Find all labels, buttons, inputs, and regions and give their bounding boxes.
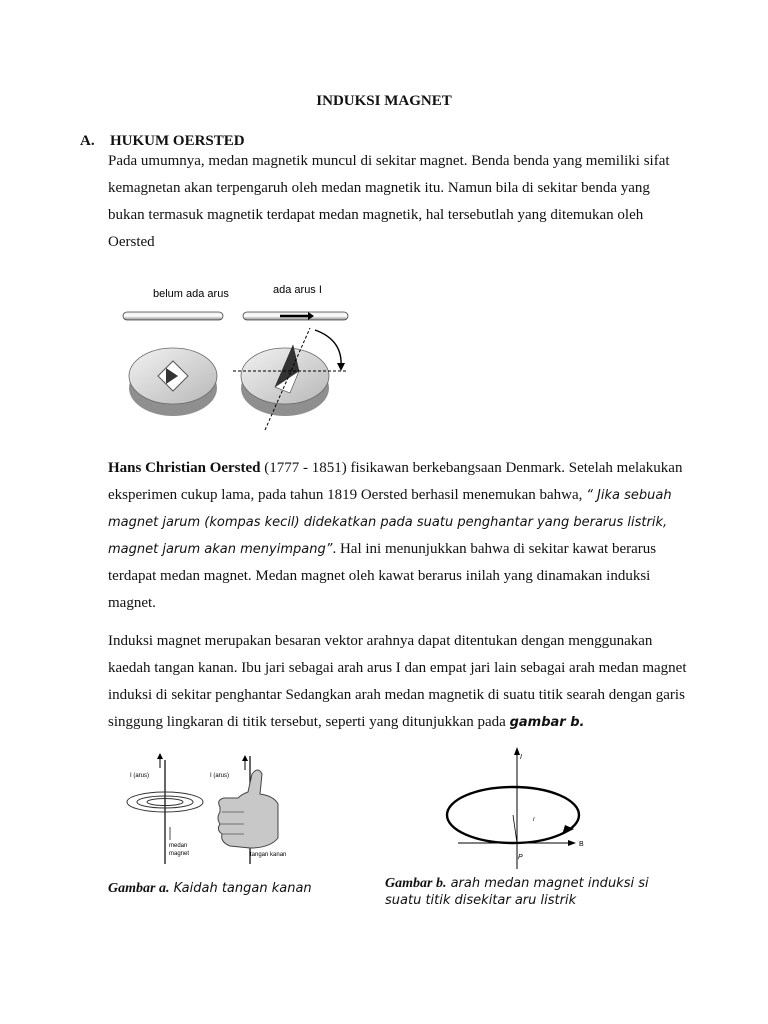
caption-b-label: Gambar b.	[385, 876, 447, 891]
page-title: INDUKSI MAGNET	[316, 93, 452, 109]
label-with-current: ada arus I	[273, 284, 322, 296]
section-title: HUKUM OERSTED	[110, 133, 245, 149]
paragraph-intro	[108, 148, 688, 256]
label-b: B	[579, 841, 584, 848]
gambar-b-reference: gambar b.	[509, 715, 585, 730]
caption-a-text: Kaidah tangan kanan	[169, 881, 312, 896]
oersted-quote: “ Jika sebuah magnet jarum (kompas kecil) didekatkan pada suatu penghantar yang berarus listrik, magnet jarum akan menyimpang”	[108, 488, 672, 557]
label-medan: medan	[169, 843, 188, 849]
paragraph-right-hand-rule	[108, 628, 688, 736]
wire-no-current	[123, 312, 223, 320]
section-number: A.	[80, 133, 95, 149]
label-r: r	[533, 817, 535, 823]
label-magnet: magnet	[169, 851, 190, 857]
figure-a-right-hand-rule	[120, 752, 310, 867]
caption-figure-b	[385, 875, 685, 909]
caption-b-text: arah medan magnet induksi si suatu titik disekitar aru listrik	[385, 876, 649, 908]
oersted-experiment-figure	[115, 275, 360, 435]
paragraph-intro-text: Pada umumnya, medan magnetik muncul di sekitar magnet. Benda benda yang memiliki sifat kemagnetan akan terpengaruh oleh medan magnetik itu. Namun bila di sekitar benda yang bukan termasuk magnetik terdapat medan magnetik, hal tersebutlah yang ditemukan oleh Oersted	[108, 153, 670, 250]
label-tangan-kanan: tangan kanan	[250, 852, 287, 858]
right-hand-rule-text: Induksi magnet merupakan besaran vektor arahnya dapat ditentukan dengan menggunakan kaedah tangan kanan. Ibu jari sebagai arah arus I dan empat jari lain sebagai arah medan magnet induksi di sekitar penghantar Sedangkan arah medan magnetik di suatu titik searah dengan garis singgung lingkaran di titik tersebut, seperti yang ditunjukkan pada	[108, 633, 687, 730]
caption-a-label: Gambar a.	[108, 881, 170, 896]
oersted-conclusion: . Hal ini menunjukkan bahwa di sekitar kawat berarus terdapat medan magnet. Medan magnet oleh kawat berarus inilah yang dinamakan induksi magnet.	[108, 541, 657, 611]
label-no-current: belum ada arus	[153, 288, 229, 300]
label-arus-left: I (arus)	[130, 773, 150, 779]
oersted-name: Hans Christian Oersted	[108, 460, 261, 476]
label-arus-right: I (arus)	[210, 773, 230, 779]
label-i: I	[520, 754, 522, 761]
label-p: P	[518, 854, 523, 861]
caption-figure-a	[108, 880, 368, 897]
paragraph-oersted	[108, 455, 688, 617]
oersted-years-text: (1777 - 1851) fisikawan berkebangsaan Denmark. Setelah melakukan eksperimen cukup lama, pada tahun 1819 Oersted berhasil menemukan bahwa,	[108, 460, 683, 503]
figure-b-field-direction	[438, 745, 598, 870]
